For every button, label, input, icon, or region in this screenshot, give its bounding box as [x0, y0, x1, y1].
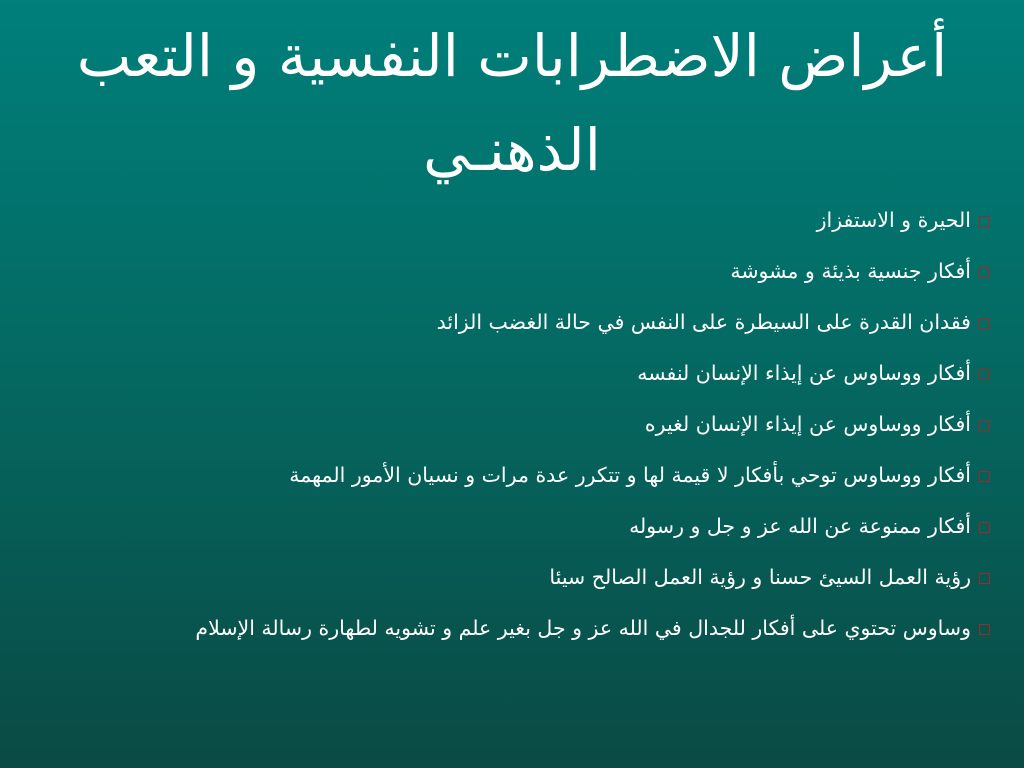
list-item-text: أفكار ووساوس توحي بأفكار لا قيمة لها و تتكرر عدة مرات و نسيان الأمور المهمة [289, 463, 971, 487]
list-item-text: أفكار جنسية بذيئة و مشوشة [730, 259, 971, 283]
bullet-list [50, 202, 990, 661]
list-item [50, 559, 990, 610]
list-item [50, 508, 990, 559]
square-bullet-icon [979, 369, 990, 380]
square-bullet-icon [979, 420, 990, 431]
list-item [50, 406, 990, 457]
list-item-text: فقدان القدرة على السيطرة على النفس في حالة الغضب الزائد [436, 310, 971, 334]
list-item-text: الحيرة و الاستفزاز [816, 208, 971, 232]
list-item-text: أفكار ووساوس عن إيذاء الإنسان لغيره [644, 412, 971, 436]
list-item [50, 202, 990, 253]
list-item [50, 304, 990, 355]
square-bullet-icon [979, 471, 990, 482]
list-item-text: أفكار ممنوعة عن الله عز و جل و رسوله [629, 514, 971, 538]
list-item [50, 457, 990, 508]
square-bullet-icon [979, 267, 990, 278]
list-item [50, 610, 990, 661]
square-bullet-icon [979, 216, 990, 227]
list-item-text: أفكار ووساوس عن إيذاء الإنسان لنفسه [637, 361, 971, 385]
list-item [50, 355, 990, 406]
list-item [50, 253, 990, 304]
list-item-text: رؤية العمل السيئ حسنا و رؤية العمل الصالح سيئا [549, 565, 971, 589]
list-item-text: وساوس تحتوي على أفكار للجدال في الله عز و جل بغير علم و تشويه لطهارة رسالة الإسلام [195, 616, 971, 640]
slide-title: أعراض الاضطرابات النفسية و التعب الذهنـي [76, 22, 948, 184]
square-bullet-icon [979, 624, 990, 635]
square-bullet-icon [979, 522, 990, 533]
square-bullet-icon [979, 573, 990, 584]
square-bullet-icon [979, 318, 990, 329]
